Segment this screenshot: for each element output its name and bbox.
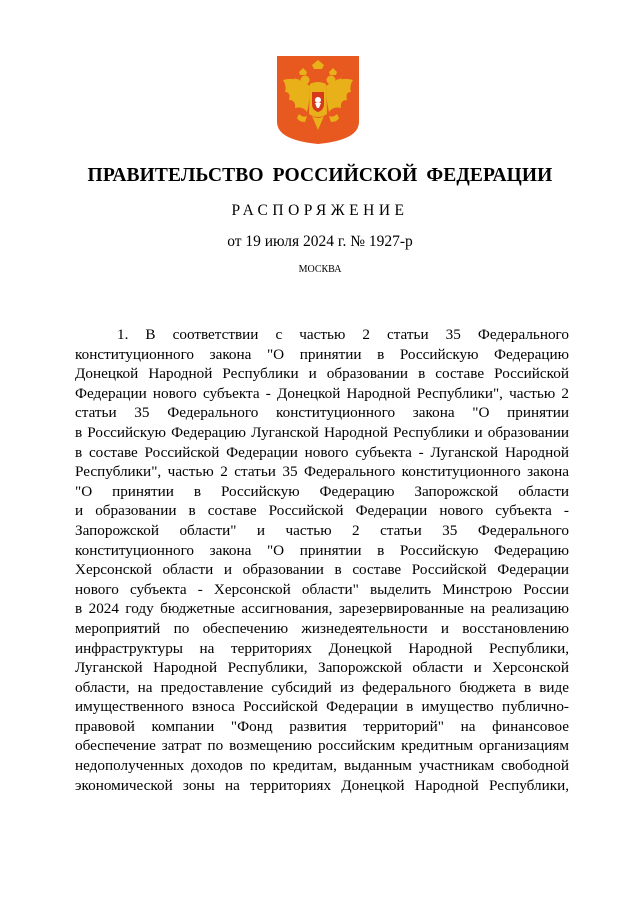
paragraph-line: конституционного закона "О принятии в Российскую Федерацию [75,345,569,363]
paragraph-line: Запорожской области" и частью 2 статьи 35 Федерального [75,521,569,539]
paragraph-line: экономической зоны на территориях Донецкой Народной Республики, [75,776,569,794]
coat-of-arms-emblem [277,56,359,144]
government-title: ПРАВИТЕЛЬСТВО РОССИЙСКОЙ ФЕДЕРАЦИИ [87,165,553,186]
document-date-number: от 19 июля 2024 г. № 1927-р [227,233,413,250]
paragraph-line: нового субъекта - Херсонской области" выделить Минстрою России [75,580,569,598]
paragraph-line: недополученных доходов по кредитам, выданным участникам свободной [75,757,569,775]
document-type: РАСПОРЯЖЕНИЕ [231,202,409,219]
paragraph-line: Донецкой Народной Республики и образовании в составе Российской [75,365,569,383]
paragraph-line: мероприятий по обеспечению жизнедеятельности и восстановлению [75,619,569,637]
paragraph-line: и образовании в составе Российской Федерации нового субъекта - [75,502,569,520]
paragraph-line: 1. В соответствии с частью 2 статьи 35 Федерального [117,326,569,343]
paragraph-line: инфраструктуры на территориях Донецкой Народной Республики, [75,639,569,657]
paragraph-line: "О принятии в Российскую Федерацию Запорожской области [75,482,569,500]
paragraph-line: правовой компании "Фонд развития территорий" на финансовое [75,717,569,735]
paragraph-line: области, на предоставление субсидий из федерального бюджета в виде [75,678,569,696]
document-city: МОСКВА [298,264,342,275]
paragraph-line: Луганской Народной Республики, Запорожской области и Херсонской [75,659,569,677]
paragraph-line: в Российскую Федерацию Луганской Народной Республики и образовании [75,423,569,441]
paragraph-line: конституционного закона "О принятии в Российскую Федерацию [75,541,569,559]
paragraph-line: в составе Российской Федерации нового субъекта - Луганской Народной [75,443,569,461]
paragraph-line: статьи 35 Федерального конституционного закона "О принятии [75,404,569,422]
document-body [75,325,569,795]
paragraph-line: Федерации нового субъекта - Донецкой Народной Республики", частью 2 [75,384,569,402]
paragraph-line: Республики", частью 2 статьи 35 Федерального конституционного закона [75,463,569,481]
double-headed-eagle-icon [277,56,359,144]
paragraph-line: имущественного взноса Российской Федерации в имущество публично- [75,698,569,716]
paragraph-line: Херсонской области и образовании в составе Российской Федерации [75,561,569,579]
paragraph-line: в 2024 году бюджетные ассигнования, зарезервированные на реализацию [75,600,569,618]
paragraph-line: обеспечение затрат по возмещению российским кредитным организациям [75,737,569,755]
